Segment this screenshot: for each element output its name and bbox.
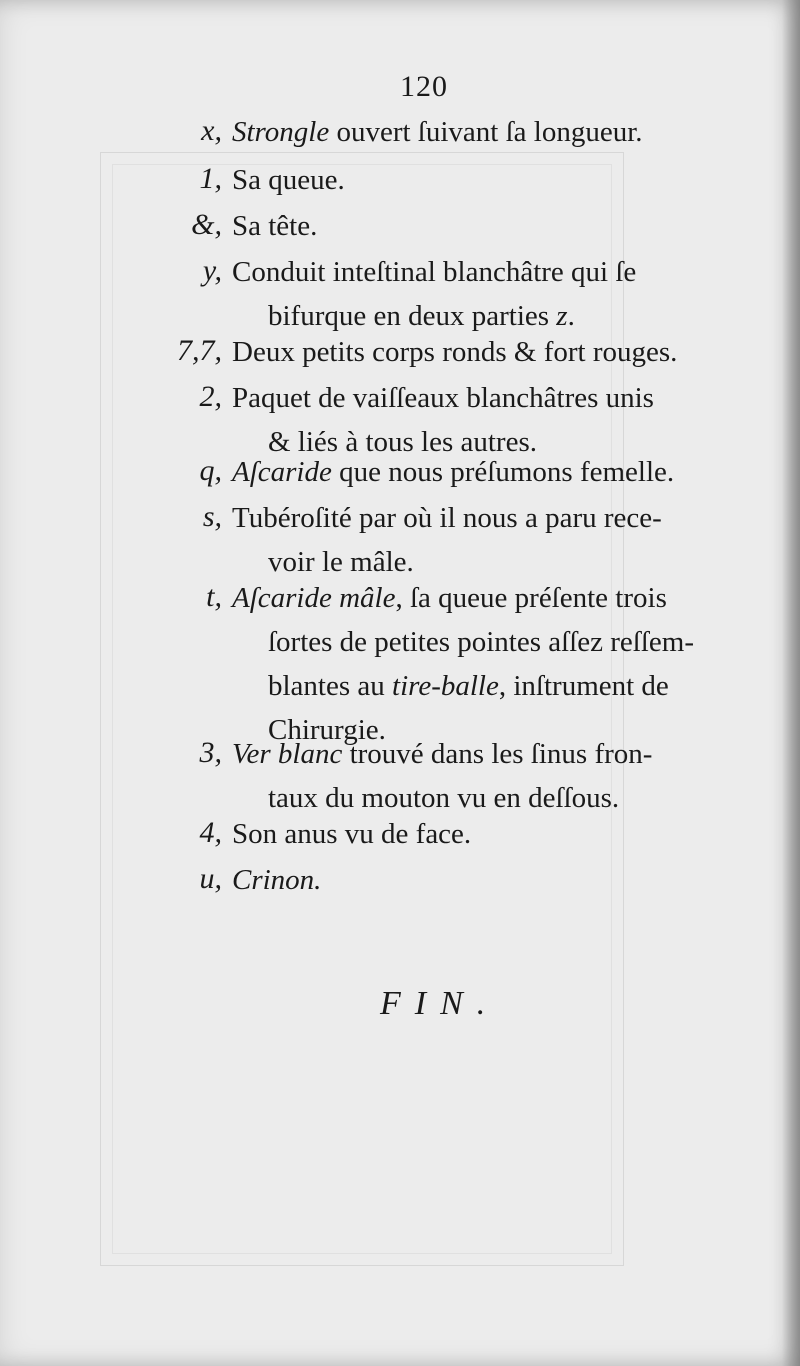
entry-line [232, 732, 740, 776]
entry-description [232, 450, 740, 494]
italic-term: Aſcaride mâle [232, 582, 396, 614]
entry-description [232, 204, 740, 248]
entry-text-fragment: Son anus vu de face. [232, 818, 472, 850]
entry-label: 4, [199, 816, 222, 849]
entry-text-fragment: ſortes de petites pointes aſſez reſſem- [268, 626, 694, 658]
entry-text-fragment: Paquet de vaiſſeaux blanchâtres unis [232, 382, 654, 414]
entry-description [232, 330, 740, 374]
entry-line [232, 376, 740, 420]
fin-closing: FIN. [380, 985, 500, 1022]
entry-text-fragment: Deux petits corps ronds & fort rouges. [232, 336, 678, 368]
italic-term: tire-balle [392, 670, 499, 702]
entry-text-fragment: blantes au [268, 670, 393, 702]
page-edge-shadow [782, 0, 800, 1366]
entry-line [232, 330, 740, 374]
entry-text-fragment: ouvert ſuivant ſa longueur. [329, 116, 643, 148]
entry-description [232, 250, 740, 338]
entry-description [232, 110, 740, 154]
entry-text-fragment: , ſa queue préſente trois [395, 582, 667, 614]
entry-text-fragment: bifurque en deux parties [268, 300, 557, 332]
entry-text-fragment: Conduit inteſtinal blanchâtre qui ſe [232, 256, 637, 288]
entry-text-fragment: , inſtrument de [498, 670, 669, 702]
entry-text-fragment: Sa queue. [232, 164, 345, 196]
italic-term: Aſcaride [232, 456, 332, 488]
entry-description [232, 812, 740, 856]
entry-line [232, 496, 740, 540]
entry-description [232, 732, 740, 820]
entry-label: u, [199, 862, 222, 895]
entry-label: 2, [199, 380, 222, 413]
entry-description [232, 496, 740, 584]
entry-text-fragment: trouvé dans les ſinus fron- [342, 738, 653, 770]
entry-text-fragment: taux du mouton vu en deſſous. [268, 782, 620, 814]
italic-term: Strongle [232, 116, 330, 148]
entry-label: &, [191, 208, 222, 241]
entry-label: s, [202, 500, 222, 533]
entry-line [232, 812, 740, 856]
italic-term: z [556, 300, 568, 332]
entry-line [232, 576, 740, 620]
entry-description [232, 158, 740, 202]
entry-label: 7,7, [177, 334, 222, 367]
entry-label: 3, [199, 736, 222, 769]
entry-description [232, 576, 740, 752]
entry-description [232, 858, 740, 902]
entry-continuation-line [232, 664, 740, 708]
entry-text-fragment: voir le mâle. [268, 546, 414, 578]
entry-text-fragment: & liés à tous les autres. [268, 426, 538, 458]
entry-line [232, 110, 740, 154]
italic-term: Ver blanc [232, 738, 343, 770]
entry-text-fragment: Chirurgie. [268, 714, 386, 746]
entry-continuation-line [232, 620, 740, 664]
entry-label: q, [199, 454, 222, 487]
italic-term: Crinon. [232, 864, 322, 896]
entry-line [232, 158, 740, 202]
entry-text-fragment: Sa tête. [232, 210, 318, 242]
entry-label: t, [206, 580, 222, 613]
entry-label: y, [202, 254, 222, 287]
page-number: 120 [400, 70, 448, 103]
entry-line [232, 858, 740, 902]
entry-text-fragment: que nous préſumons femelle. [331, 456, 675, 488]
entry-text-fragment: Tubéroſité par où il nous a paru rece- [232, 502, 662, 534]
entry-line [232, 450, 740, 494]
entry-text-fragment: . [567, 300, 575, 332]
entry-label: x, [201, 114, 222, 147]
entry-line [232, 250, 740, 294]
entry-line [232, 204, 740, 248]
entry-label: 1, [199, 162, 222, 195]
